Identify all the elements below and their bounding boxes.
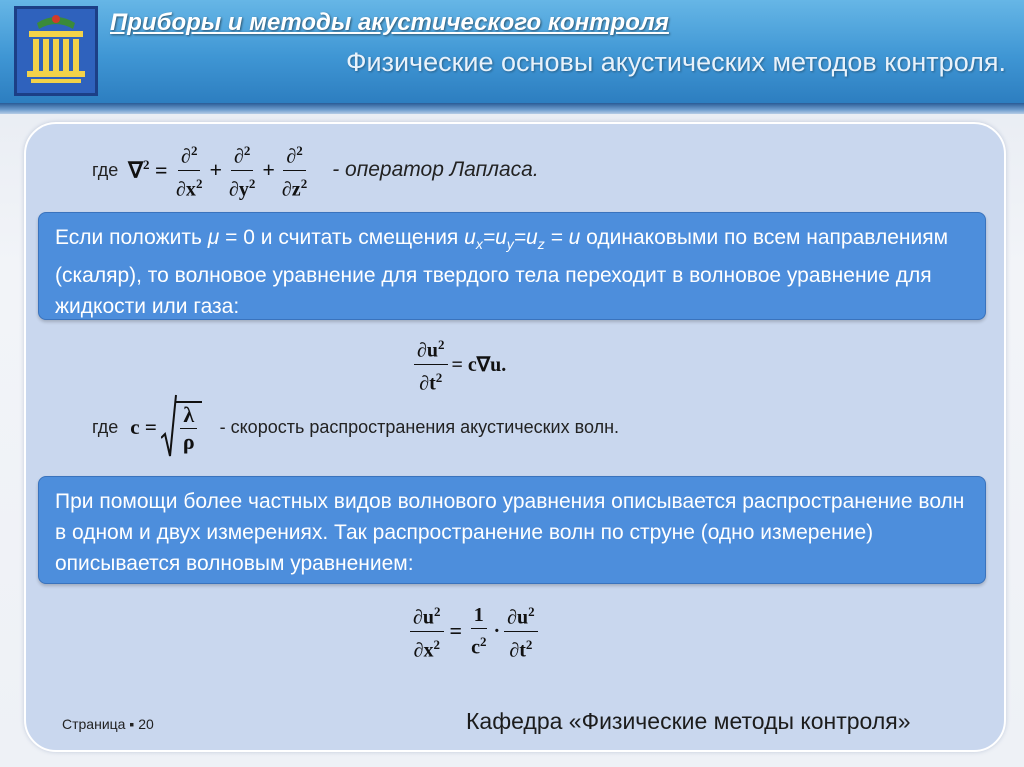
page-indicator: [62, 716, 154, 732]
u-symbol: = u: [544, 226, 581, 249]
info-box-scalar: [38, 212, 986, 320]
coef-c: c: [471, 636, 480, 659]
lambda-symbol: λ: [180, 403, 197, 429]
uy-symbol: =u: [482, 226, 507, 249]
page-label: Страница: [62, 716, 126, 732]
wave-eq-den: ∂t: [419, 372, 436, 395]
department-name: Кафедра «Физические методы контроля»: [466, 708, 911, 734]
coef-one: 1: [471, 603, 487, 629]
speed-formula: [92, 392, 619, 462]
string-lhs-num: ∂u: [413, 606, 435, 629]
string-rhs-den: ∂t: [509, 639, 526, 662]
ux-subscript: x: [475, 236, 483, 252]
nabla-text: ∇: [128, 157, 143, 183]
string-rhs-fraction: $\frac{\partial u^2}{\partial t^2}$: [504, 600, 538, 662]
wave-eq-num: ∂u: [417, 339, 439, 362]
nabla-symbol: ∇$^2$ =: [128, 156, 174, 183]
wave-equation: [414, 333, 506, 395]
string-rhs-num: ∂u: [507, 606, 529, 629]
uz-subscript: z: [537, 236, 545, 252]
laplace-formula: где ∇$^2$ = $\frac{\partial^2}{\partial x^2}$ + $\frac{\partial^2}{\partial y^2}$ + $\frac{\partial^2}{\partial z^2}$ - оператор Лапласа.: [92, 138, 539, 202]
string-lhs-fraction: $\frac{\partial u^2}{\partial x^2}$: [410, 600, 444, 662]
box1-text-a: Если положить: [55, 226, 208, 249]
speed-description: - скорость распространения акустических волн.: [219, 416, 620, 437]
box1-text-c: одинаковыми по всем направлениям (скаляр), то волновое уравнение для твердого тела переходит в волновое уравнение для жидкости или газа:: [55, 226, 949, 318]
logo-emblem-icon: [17, 9, 95, 93]
term-x-text: ∂x: [176, 178, 196, 201]
info-box-string: При помощи более частных видов волнового уравнения описывается распространение волн в одном и двух измерениях. Так распространение волн по струне (одно измерение) описывается волновым уравнением:: [38, 476, 986, 584]
where-label-2: где: [92, 416, 119, 437]
string-coef-fraction: $\frac{1}{c^2}$: [471, 603, 487, 659]
uy-subscript: y: [506, 236, 514, 252]
string-wave-equation: $\frac{\partial u^2}{\partial x^2}$ = $\frac{1}{c^2}$ · $\frac{\partial u^2}{\partial t^2}$: [410, 600, 538, 662]
laplace-term-y: $\frac{\partial^2}{\partial y^2}$: [226, 139, 258, 201]
string-lhs-den: ∂x: [413, 639, 434, 662]
uz-symbol: =u: [513, 226, 538, 249]
slide-subtitle: Физические основы акустических методов контроля.: [345, 47, 1006, 77]
page-number: 20: [138, 716, 154, 732]
term-y-text: ∂y: [228, 178, 249, 201]
mu-symbol: μ: [207, 226, 220, 249]
university-logo: [14, 6, 98, 96]
laplace-term-z: $\frac{\partial^2}{\partial z^2}$: [279, 139, 310, 201]
laplace-term-x: $\frac{\partial^2}{\partial x^2}$: [173, 139, 205, 201]
bullet-icon: ▪: [129, 716, 139, 732]
header-divider: [0, 103, 1024, 114]
laplace-description: - оператор Лапласа.: [332, 158, 539, 181]
wave-eq-fraction: $\frac{\partial u^2}{\partial t^2}$: [414, 333, 448, 395]
where-label: где: [92, 159, 119, 180]
wave-eq-rhs: = c∇u.: [451, 353, 507, 376]
rho-symbol: ρ: [182, 428, 195, 454]
sqrt-radical-icon: [161, 394, 177, 460]
box1-text-b: = 0 и считать смещения: [219, 226, 465, 249]
term-z-text: ∂z: [281, 178, 301, 201]
speed-fraction: [176, 401, 202, 454]
slide-title: Приборы и методы акустического контроля: [110, 9, 669, 36]
ux-symbol: u: [464, 226, 476, 249]
speed-lhs: c =: [130, 414, 157, 439]
